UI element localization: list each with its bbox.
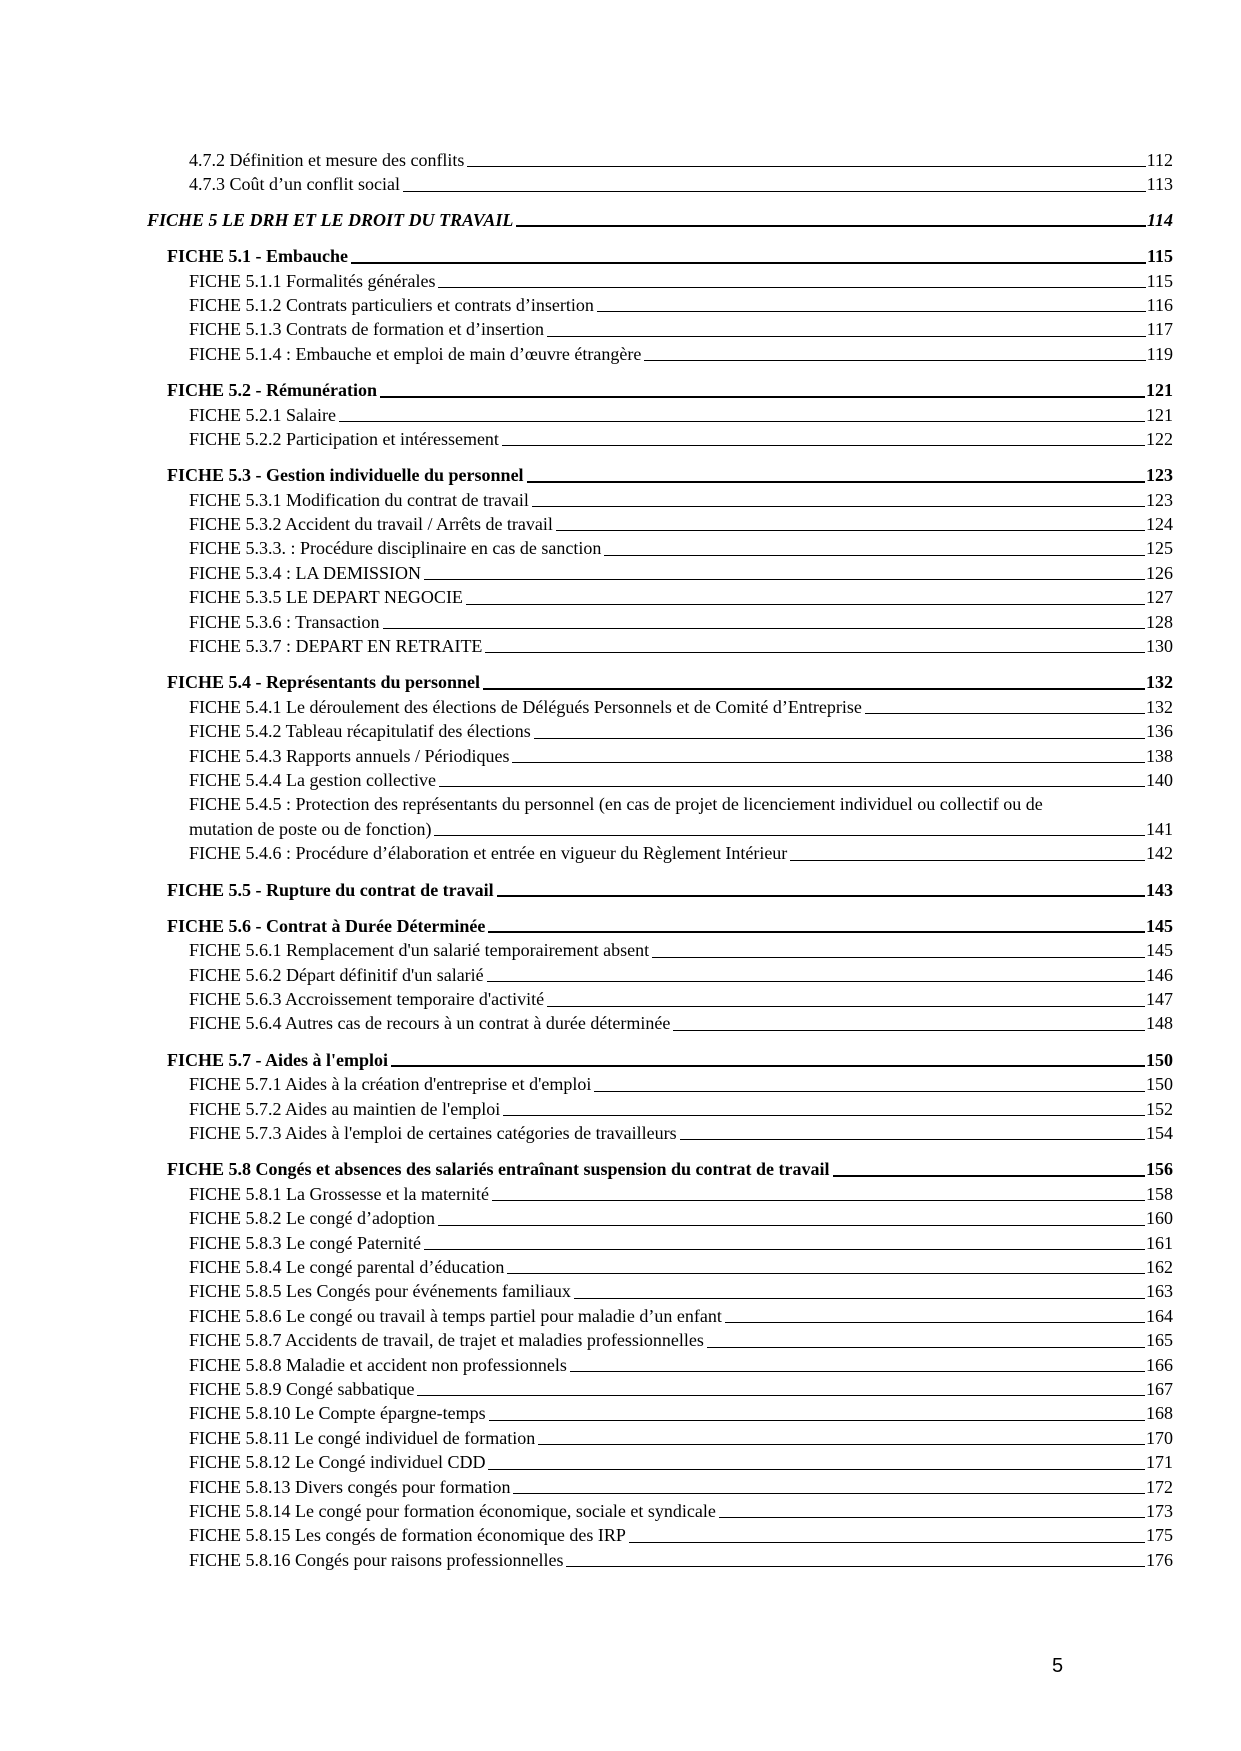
toc-subsection[interactable]	[189, 719, 1173, 743]
toc-entry-page: 138	[1146, 745, 1173, 766]
toc-leader-line	[487, 981, 1145, 982]
toc-entry-page: 124	[1146, 514, 1173, 535]
toc-entry-page: 152	[1146, 1098, 1173, 1119]
toc-entry-title: FICHE 5.1.2 Contrats particuliers et contrats d’insertion	[189, 294, 594, 315]
toc-leader-line	[466, 604, 1145, 605]
toc-entry-page: 140	[1146, 769, 1173, 790]
toc-leader-line	[790, 860, 1145, 861]
toc-entry-page: 150	[1146, 1074, 1173, 1095]
toc-subsection[interactable]	[189, 585, 1173, 609]
toc-section[interactable]	[167, 378, 1173, 402]
toc-subsection[interactable]	[189, 293, 1173, 317]
toc-entry-text-line: FICHE 5.4.5 : Protection des représentants du personnel (en cas de projet de licenciement individuel ou collectif ou de	[189, 794, 1043, 815]
toc-subsection[interactable]	[189, 561, 1173, 585]
toc-leader-line	[534, 738, 1145, 739]
toc-entry-page: 176	[1146, 1549, 1173, 1570]
toc-leader-line	[629, 1542, 1145, 1543]
toc-leader-line	[566, 1566, 1145, 1567]
toc-entry-title: mutation de poste ou de fonction)	[189, 818, 432, 839]
toc-entry-page: 148	[1146, 1013, 1173, 1034]
toc-entry-page: 172	[1146, 1476, 1173, 1497]
toc-leader-line	[417, 1395, 1145, 1396]
toc-entry-page: 128	[1146, 611, 1173, 632]
toc-entry-title: FICHE 5.4.3 Rapports annuels / Périodiques	[189, 745, 510, 766]
toc-entry-title: FICHE 5.8.11 Le congé individuel de formation	[189, 1427, 536, 1448]
toc-subsection[interactable]	[189, 1499, 1173, 1523]
toc-leader-line	[570, 1371, 1145, 1372]
toc-entry-page: 171	[1146, 1452, 1173, 1473]
toc-subsection[interactable]	[189, 1182, 1173, 1206]
toc-entry-page: 170	[1146, 1427, 1173, 1448]
toc-leader-line	[725, 1322, 1145, 1323]
toc-entry-title: FICHE 5.3 - Gestion individuelle du personnel	[167, 465, 524, 486]
toc-entry-title: 4.7.3 Coût d’un conflit social	[189, 174, 400, 195]
toc-subsection[interactable]	[189, 1072, 1173, 1096]
toc-leader-line	[507, 1273, 1145, 1274]
toc-entry-title: FICHE 5.8.13 Divers congés pour formation	[189, 1476, 511, 1497]
toc-entry-page: 141	[1146, 818, 1173, 839]
toc-entry-title: FICHE 5.7.3 Aides à l'emploi de certaines catégories de travailleurs	[189, 1123, 677, 1144]
toc-subsection[interactable]	[189, 610, 1173, 634]
toc-entry-page: 145	[1146, 915, 1173, 936]
toc-entry-page: 142	[1146, 843, 1173, 864]
toc-entry-title: FICHE 5.8.8 Maladie et accident non professionnels	[189, 1354, 567, 1375]
toc-entry-page: 154	[1146, 1123, 1173, 1144]
toc-leader-line	[532, 506, 1145, 507]
toc-entry-title: FICHE 5.1.3 Contrats de formation et d’insertion	[189, 319, 544, 340]
toc-subsection[interactable]	[189, 1426, 1173, 1450]
toc-leader-line	[547, 336, 1146, 337]
toc-entry-title: FICHE 5.6.1 Remplacement d'un salarié temporairement absent	[189, 940, 650, 961]
toc-leader-line	[527, 481, 1145, 483]
toc-leader-line	[439, 786, 1145, 787]
toc-entry-title: FICHE 5.8 Congés et absences des salariés entraînant suspension du contrat de travail	[167, 1159, 830, 1180]
toc-leader-line	[351, 262, 1146, 264]
toc-subsection[interactable]	[189, 536, 1173, 560]
toc-chapter[interactable]	[147, 208, 1173, 232]
toc-entry-page: 143	[1146, 879, 1173, 900]
toc-subsection[interactable]	[189, 172, 1173, 196]
toc-leader-line	[424, 579, 1145, 580]
toc-leader-line	[438, 1225, 1145, 1226]
toc-leader-line	[488, 931, 1145, 933]
toc-entry-title: FICHE 5.1.1 Formalités générales	[189, 270, 436, 291]
toc-entry-page: 117	[1146, 319, 1173, 340]
toc-subsection[interactable]	[189, 1097, 1173, 1121]
toc-entry-title: FICHE 5.8.16 Congés pour raisons professionnelles	[189, 1549, 564, 1570]
toc-entry-page: 122	[1146, 428, 1173, 449]
toc-entry-title: FICHE 5.3.6 : Transaction	[189, 611, 380, 632]
toc-section[interactable]	[167, 670, 1173, 694]
toc-entry-page: 160	[1146, 1208, 1173, 1229]
toc-subsection[interactable]	[189, 1377, 1173, 1401]
toc-entry-page: 126	[1146, 562, 1173, 583]
toc-entry-title: FICHE 5.3.3. : Procédure disciplinaire en cas de sanction	[189, 538, 602, 559]
toc-subsection[interactable]	[189, 841, 1173, 865]
toc-entry-title: FICHE 5.8.9 Congé sabbatique	[189, 1378, 415, 1399]
toc-leader-line	[492, 1200, 1145, 1201]
toc-entry-title: FICHE 5.4.4 La gestion collective	[189, 769, 436, 790]
toc-entry-title: FICHE 5.8.14 Le congé pour formation économique, sociale et syndicale	[189, 1500, 716, 1521]
toc-leader-line	[644, 360, 1145, 361]
toc-entry-page: 147	[1146, 989, 1173, 1010]
toc-leader-line	[383, 628, 1145, 629]
toc-subsection[interactable]	[189, 1475, 1173, 1499]
page-number: 5	[1052, 1655, 1064, 1677]
toc-entry-page: 132	[1146, 696, 1173, 717]
toc-leader-line	[403, 191, 1146, 192]
toc-entry-title: FICHE 5.1.4 : Embauche et emploi de main d’œuvre étrangère	[189, 343, 642, 364]
toc-subsection[interactable]	[189, 1548, 1173, 1572]
toc-subsection[interactable]	[189, 1279, 1173, 1303]
toc-entry-page: 167	[1146, 1378, 1173, 1399]
toc-leader-line	[391, 1065, 1145, 1067]
toc-entry-title: FICHE 5.4.2 Tableau récapitulatif des élections	[189, 721, 531, 742]
toc-entry-page: 166	[1146, 1354, 1173, 1375]
toc-entry-page: 112	[1146, 149, 1173, 170]
toc-subsection[interactable]	[189, 634, 1173, 658]
toc-entry-title: FICHE 5.2.1 Salaire	[189, 404, 336, 425]
toc-subsection[interactable]	[189, 817, 1173, 841]
toc-subsection[interactable]	[189, 148, 1173, 172]
toc-entry-page: 175	[1146, 1525, 1173, 1546]
toc-subsection[interactable]	[189, 1353, 1173, 1377]
toc-leader-line	[502, 445, 1145, 446]
toc-section[interactable]	[167, 1048, 1173, 1072]
toc-entry-page: 162	[1146, 1257, 1173, 1277]
toc-entry-title: FICHE 5.3.2 Accident du travail / Arrêts de travail	[189, 514, 553, 535]
toc-leader-line	[483, 688, 1145, 690]
toc-entry-title: FICHE 5.5 - Rupture du contrat de travail	[167, 879, 494, 900]
toc-leader-line	[488, 1469, 1145, 1470]
toc-entry-title: FICHE 5.8.7 Accidents de travail, de trajet et maladies professionnelles	[189, 1330, 704, 1351]
toc-leader-line	[597, 311, 1146, 312]
toc-section[interactable]	[167, 244, 1173, 268]
toc-entry-title: FICHE 5.8.10 Le Compte épargne-temps	[189, 1403, 486, 1424]
toc-entry-title: FICHE 5.2.2 Participation et intéressement	[189, 428, 499, 449]
toc-leader-line	[574, 1298, 1145, 1299]
toc-subsection[interactable]	[189, 269, 1173, 293]
toc-entry-page: 150	[1146, 1049, 1173, 1070]
toc-leader-line	[424, 1249, 1145, 1250]
toc-entry-page: 121	[1146, 404, 1173, 425]
toc-subsection[interactable]	[189, 1121, 1173, 1145]
toc-subsection[interactable]	[189, 317, 1173, 341]
toc-entry-title: FICHE 5.8.1 La Grossesse et la maternité	[189, 1183, 489, 1204]
toc-leader-line	[833, 1175, 1145, 1177]
toc-entry-title: FICHE 5.8.2 Le congé d’adoption	[189, 1208, 435, 1229]
toc-entry-page: 125	[1146, 538, 1173, 559]
toc-leader-line	[538, 1444, 1145, 1445]
toc-subsection[interactable]	[189, 963, 1173, 987]
toc-leader-line	[594, 1091, 1145, 1092]
toc-entry-page: 164	[1146, 1305, 1173, 1326]
toc-entry-page: 116	[1146, 294, 1173, 315]
toc-subsection[interactable]	[189, 1012, 1173, 1036]
toc-entry-page: 158	[1146, 1183, 1173, 1204]
toc-subsection[interactable]	[189, 427, 1173, 451]
toc-subsection[interactable]	[189, 1231, 1173, 1255]
toc-entry-title: FICHE 5.8.3 Le congé Paternité	[189, 1232, 421, 1253]
toc-entry-title: FICHE 5.1 - Embauche	[167, 246, 349, 267]
toc-section[interactable]	[167, 1157, 1173, 1181]
toc-entry-page: 168	[1146, 1403, 1173, 1424]
toc-subsection[interactable]	[189, 512, 1173, 536]
toc-entry-title: FICHE 5.7.1 Aides à la création d'entreprise et d'emploi	[189, 1074, 592, 1095]
toc-subsection[interactable]	[189, 1255, 1173, 1279]
toc-entry-title: FICHE 5.6.4 Autres cas de recours à un contrat à durée déterminée	[189, 1013, 671, 1034]
toc-section[interactable]	[167, 914, 1173, 938]
toc-subsection[interactable]	[189, 342, 1173, 366]
toc-section[interactable]	[167, 878, 1173, 902]
toc-leader-line	[516, 225, 1146, 227]
toc-leader-line	[380, 396, 1145, 398]
toc-entry-page: 113	[1146, 174, 1173, 195]
toc-leader-line	[652, 957, 1145, 958]
toc-leader-line	[434, 835, 1145, 836]
toc-entry-page: 173	[1146, 1500, 1173, 1521]
toc-entry-page: 163	[1146, 1281, 1173, 1302]
toc-subsection[interactable]	[189, 744, 1173, 768]
toc-leader-line	[719, 1517, 1145, 1518]
toc-leader-line	[547, 1006, 1145, 1007]
toc-section[interactable]	[167, 463, 1173, 487]
toc-leader-line	[438, 287, 1145, 288]
toc-entry-page: 115	[1146, 246, 1173, 267]
toc-entry-page: 123	[1146, 489, 1173, 510]
toc-leader-line	[512, 762, 1145, 763]
toc-leader-line	[604, 555, 1145, 556]
toc-entry-title: FICHE 5.8.5 Les Congés pour événements familiaux	[189, 1281, 571, 1302]
toc-subsection[interactable]	[189, 1401, 1173, 1425]
toc-entry-title: FICHE 5.3.4 : LA DEMISSION	[189, 562, 422, 583]
toc-entry-title: FICHE 5.3.1 Modification du contrat de travail	[189, 489, 529, 510]
toc-entry-title: FICHE 5.4 - Représentants du personnel	[167, 672, 481, 693]
table-of-contents	[0, 148, 1241, 1572]
toc-entry-title: FICHE 5.8.4 Le congé parental d’éducation	[189, 1257, 505, 1277]
toc-entry-title: FICHE 5.4.6 : Procédure d’élaboration et entrée en vigueur du Règlement Intérieur	[189, 843, 788, 864]
toc-entry-title: FICHE 5.7 - Aides à l'emploi	[167, 1049, 389, 1070]
toc-entry-title: FICHE 5.2 - Rémunération	[167, 380, 377, 401]
toc-leader-line	[503, 1115, 1145, 1116]
toc-leader-line	[707, 1347, 1145, 1348]
toc-leader-line	[513, 1493, 1145, 1494]
toc-entry-title: FICHE 5.6.2 Départ définitif d'un salarié	[189, 964, 484, 985]
toc-entry-page: 156	[1146, 1159, 1173, 1180]
toc-subsection[interactable]	[189, 768, 1173, 792]
toc-leader-line	[489, 1420, 1145, 1421]
toc-subsection[interactable]	[189, 1450, 1173, 1474]
toc-entry-title: FICHE 5.3.7 : DEPART EN RETRAITE	[189, 636, 483, 657]
toc-leader-line	[339, 421, 1145, 422]
toc-entry-page: 127	[1146, 587, 1173, 608]
toc-entry-page: 114	[1146, 209, 1173, 230]
toc-entry-page: 115	[1146, 270, 1173, 291]
toc-subsection[interactable]	[189, 695, 1173, 719]
toc-leader-line	[467, 166, 1145, 167]
toc-entry-title: FICHE 5.8.12 Le Congé individuel CDD	[189, 1452, 486, 1473]
toc-entry-page: 165	[1146, 1330, 1173, 1351]
toc-entry-title: FICHE 5.4.1 Le déroulement des élections de Délégués Personnels et de Comité d’Entreprise	[189, 696, 862, 717]
toc-entry-page: 161	[1146, 1232, 1173, 1253]
toc-leader-line	[680, 1139, 1145, 1140]
toc-leader-line	[865, 713, 1145, 714]
toc-subsection[interactable]	[189, 1328, 1173, 1352]
toc-leader-line	[673, 1030, 1145, 1031]
toc-leader-line	[497, 895, 1145, 897]
toc-entry-title: FICHE 5.6.3 Accroissement temporaire d'activité	[189, 989, 545, 1010]
toc-entry-title: 4.7.2 Définition et mesure des conflits	[189, 149, 465, 170]
toc-entry-page: 146	[1146, 964, 1173, 985]
toc-entry-page: 123	[1146, 465, 1173, 486]
toc-entry-title: FICHE 5.3.5 LE DEPART NEGOCIE	[189, 587, 463, 608]
toc-subsection[interactable]	[189, 1206, 1173, 1230]
toc-entry-page: 121	[1146, 380, 1173, 401]
toc-entry-title: FICHE 5.7.2 Aides au maintien de l'emploi	[189, 1098, 501, 1119]
toc-entry-page: 119	[1146, 343, 1173, 364]
toc-subsection[interactable]	[189, 987, 1173, 1011]
toc-subsection[interactable]	[189, 1523, 1173, 1547]
toc-entry-title: FICHE 5 LE DRH ET LE DROIT DU TRAVAIL	[147, 209, 514, 230]
toc-subsection[interactable]	[189, 938, 1173, 962]
toc-subsection[interactable]	[189, 488, 1173, 512]
toc-entry-title: FICHE 5.6 - Contrat à Durée Déterminée	[167, 915, 486, 936]
toc-entry-page: 132	[1146, 672, 1173, 693]
toc-entry-title: FICHE 5.8.15 Les congés de formation économique des IRP	[189, 1525, 626, 1546]
toc-entry-page: 130	[1146, 636, 1173, 657]
toc-entry-title: FICHE 5.8.6 Le congé ou travail à temps partiel pour maladie d’un enfant	[189, 1305, 722, 1326]
toc-subsection[interactable]	[189, 403, 1173, 427]
toc-subsection[interactable]	[189, 1304, 1173, 1328]
toc-leader-line	[556, 530, 1145, 531]
toc-entry-page: 145	[1146, 940, 1173, 961]
toc-leader-line	[485, 652, 1145, 653]
toc-entry-page: 136	[1146, 721, 1173, 742]
